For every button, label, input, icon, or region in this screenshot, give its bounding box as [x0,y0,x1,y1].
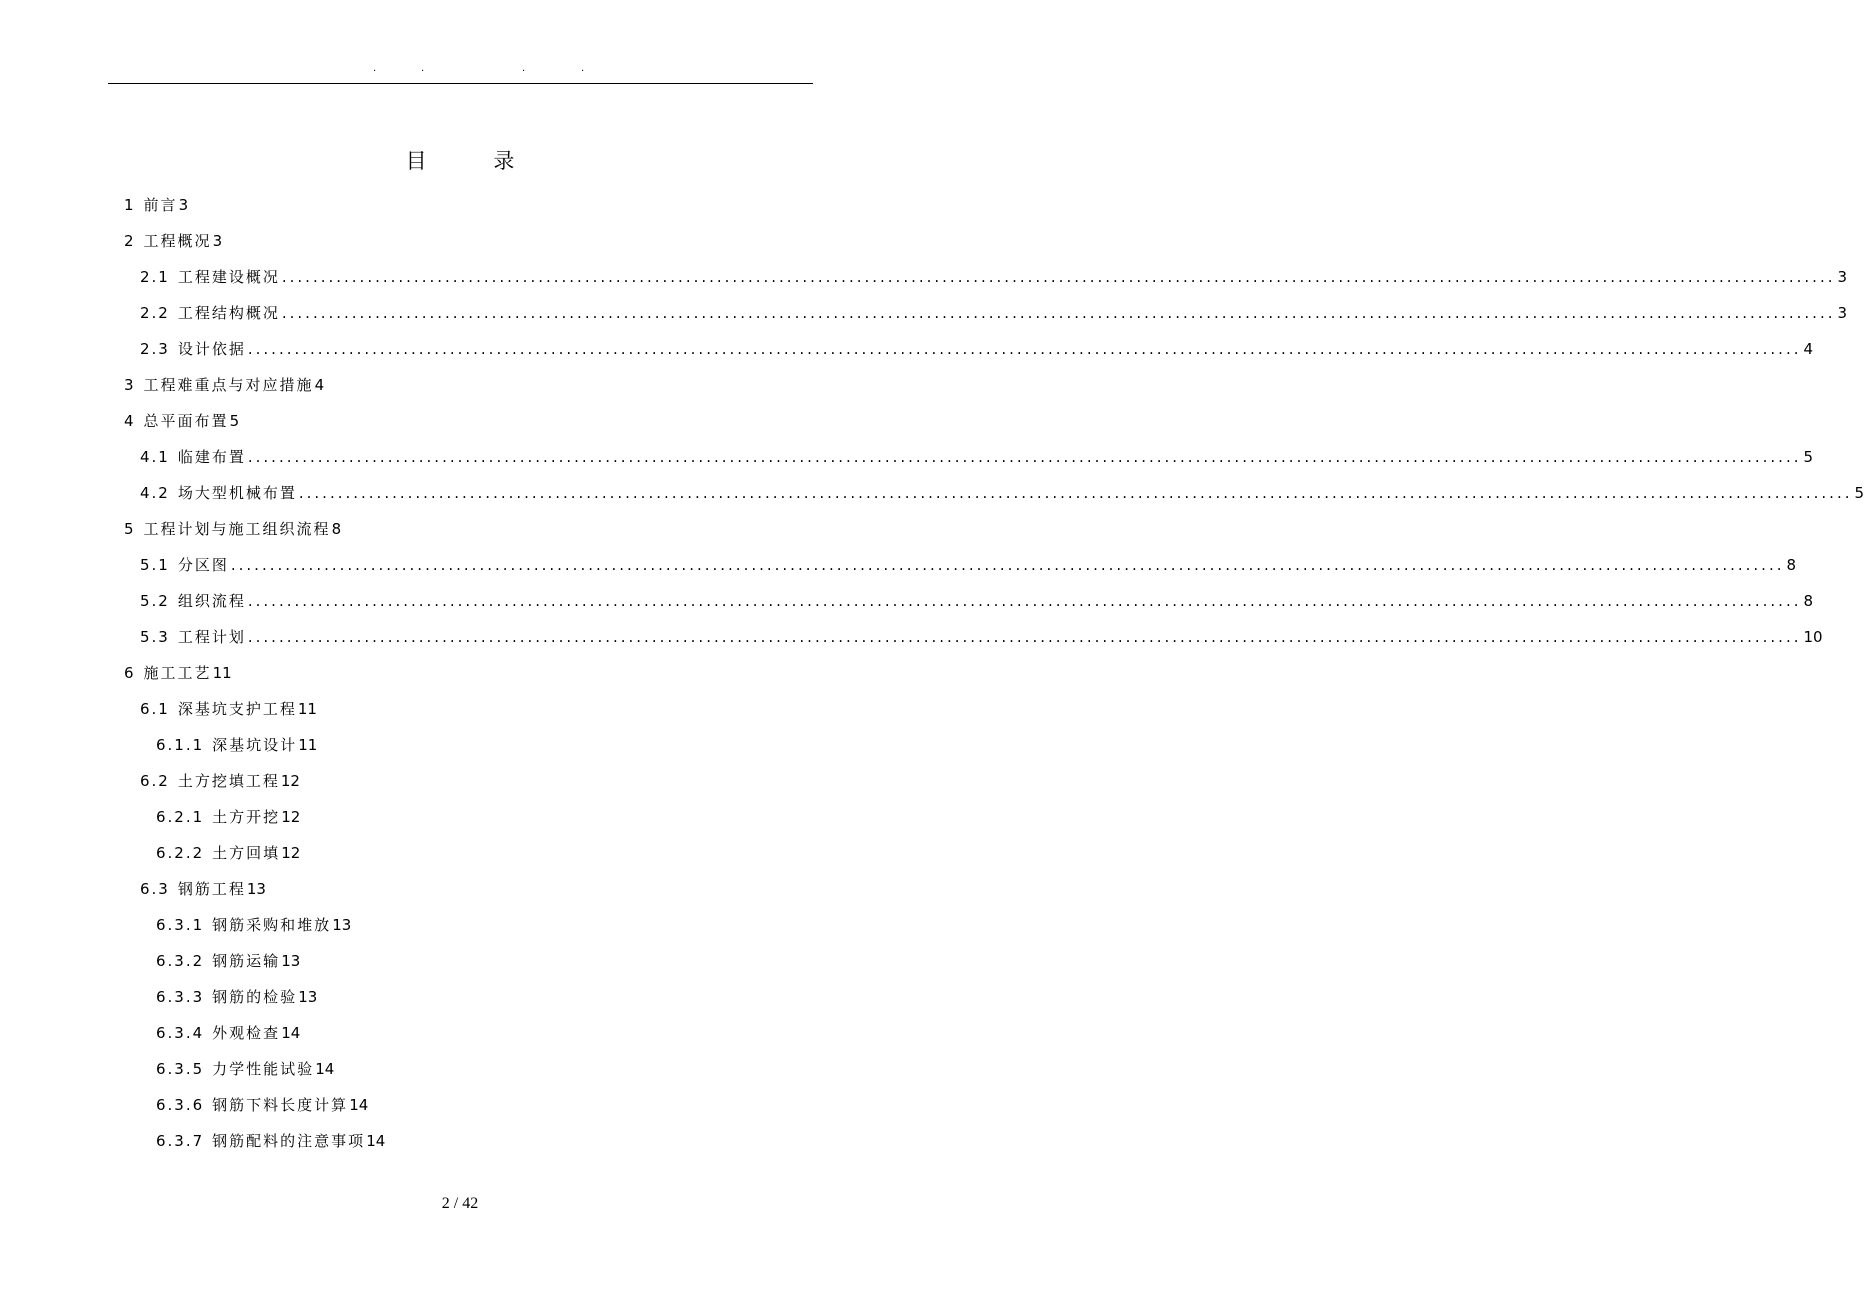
toc-entry[interactable] [156,985,317,1009]
toc-entry-page: 5 [1803,448,1814,466]
toc-entry-title: 深基坑支护工程 [177,700,297,718]
toc-entry[interactable] [140,553,1797,577]
toc-entry-page: 3 [1837,268,1848,286]
toc-entry[interactable] [156,949,300,973]
toc-entry-page: 4 [1803,340,1814,358]
toc-entry-number: 6.1 [140,700,170,718]
toc-entry[interactable] [140,625,1823,649]
toc-entry-title: 设计依据 [177,340,246,358]
toc-leader-dots: ........................................................................................................................................................................................................ [298,484,1853,502]
toc-entry-number: 6.3.3 [156,988,205,1006]
toc-entry-title: 工程概况 [143,232,212,250]
toc-entry[interactable] [140,337,1814,361]
toc-entry[interactable] [156,805,300,829]
toc-entry-page: 8 [331,520,342,538]
header-dot: . [373,63,377,74]
toc-entry[interactable] [156,733,317,757]
toc-leader-dots: ........................................................................................................................................................................................................ [281,268,1836,286]
toc-entry-number: 6.3.2 [156,952,205,970]
toc-entry-title: 工程计划 [177,628,246,646]
toc-entry-title: 外观检查 [212,1024,281,1042]
toc-entry-page: 10 [1803,628,1823,646]
header-dot: . [581,63,585,74]
toc-entry-title: 钢筋运输 [212,952,281,970]
page-header-dots [0,64,920,78]
toc-entry-number: 6.1.1 [156,736,205,754]
toc-entry-page: 3 [178,196,189,214]
toc-entry[interactable] [124,517,341,541]
toc-entry-number: 5 [124,520,136,538]
toc-entry[interactable] [140,445,1814,469]
toc-entry-number: 5.3 [140,628,170,646]
toc-entry-page: 12 [281,808,301,826]
toc-entry-page: 5 [1854,484,1864,502]
toc-entry-page: 12 [280,772,300,790]
toc-entry-page: 3 [212,232,223,250]
toc-entry[interactable] [140,589,1814,613]
toc-entry-page: 11 [298,736,318,754]
toc-entry[interactable] [124,193,188,217]
toc-entry-page: 13 [332,916,352,934]
toc-leader-dots: ........................................................................................................................................................................................................ [247,340,1802,358]
toc-entry[interactable] [156,1129,385,1153]
toc-entry-page: 8 [1803,592,1814,610]
header-dot: . [421,63,425,74]
page-number: 2 / 42 [441,1195,479,1212]
toc-entry-title: 力学性能试验 [212,1060,315,1078]
toc-entry-page: 14 [281,1024,301,1042]
toc-entry[interactable] [140,877,266,901]
toc-entry-number: 4 [124,412,136,430]
toc-leader-dots: ........................................................................................................................................................................................................ [247,592,1802,610]
toc-entry[interactable] [140,265,1848,289]
toc-entry-title: 前言 [143,196,178,214]
toc-entry-number: 6.3.6 [156,1096,205,1114]
toc-entry[interactable] [156,841,300,865]
toc-entry-page: 14 [349,1096,369,1114]
toc-entry-number: 6.3.4 [156,1024,205,1042]
toc-entry-title: 总平面布置 [143,412,229,430]
toc-entry-number: 2.2 [140,304,170,322]
toc-entry-page: 13 [298,988,318,1006]
toc-entry-title: 工程结构概况 [177,304,280,322]
toc-entry-page: 12 [281,844,301,862]
toc-entry[interactable] [156,1021,300,1045]
toc-entry-title: 钢筋采购和堆放 [212,916,332,934]
toc-entry-page: 8 [1786,556,1797,574]
toc-entry-number: 1 [124,196,136,214]
page-title: 目 录 [405,149,545,173]
toc-entry-number: 6.2.1 [156,808,205,826]
toc-entry[interactable] [124,409,239,433]
toc-entry[interactable] [156,1093,368,1117]
toc-leader-dots: ........................................................................................................................................................................................................ [230,556,1785,574]
toc-entry-number: 6.2.2 [156,844,205,862]
toc-entry-title: 施工工艺 [143,664,212,682]
toc-leader-dots: ........................................................................................................................................................................................................ [281,304,1836,322]
toc-entry-title: 钢筋下料长度计算 [212,1096,349,1114]
toc-entry-page: 14 [366,1132,386,1150]
toc-entry-number: 2.3 [140,340,170,358]
toc-entry-title: 土方回填 [212,844,281,862]
toc-entry[interactable] [140,769,300,793]
toc-entry-page: 13 [246,880,266,898]
toc-entry-number: 2.1 [140,268,170,286]
toc-entry-title: 临建布置 [177,448,246,466]
toc-entry-title: 工程难重点与对应措施 [143,376,314,394]
toc-entry-title: 土方挖填工程 [177,772,280,790]
toc-entry-number: 3 [124,376,136,394]
toc-entry[interactable] [124,373,324,397]
toc-entry-page: 13 [281,952,301,970]
toc-entry-page: 11 [297,700,317,718]
toc-entry-number: 2 [124,232,136,250]
toc-entry[interactable] [140,481,1864,505]
toc-entry-number: 6.2 [140,772,170,790]
toc-entry[interactable] [156,913,351,937]
toc-entry-number: 6.3.1 [156,916,205,934]
toc-entry[interactable] [140,301,1848,325]
toc-entry-title: 钢筋的检验 [212,988,298,1006]
toc-leader-dots: ........................................................................................................................................................................................................ [247,448,1802,466]
toc-entry-title: 钢筋工程 [177,880,246,898]
header-dot: . [522,63,526,74]
toc-entry-number: 6 [124,664,136,682]
toc-entry-number: 6.3.5 [156,1060,205,1078]
toc-entry-page: 14 [315,1060,335,1078]
toc-entry-page: 5 [229,412,240,430]
toc-entry-number: 5.2 [140,592,170,610]
toc-entry-page: 3 [1837,304,1848,322]
toc-entry[interactable] [124,661,232,685]
toc-leader-dots: ........................................................................................................................................................................................................ [247,628,1802,646]
toc-entry-title: 分区图 [177,556,229,574]
toc-entry-number: 5.1 [140,556,170,574]
toc-entry-page: 11 [212,664,232,682]
toc-entry-title: 钢筋配料的注意事项 [212,1132,366,1150]
toc-entry-title: 场大型机械布置 [177,484,297,502]
toc-entry-number: 6.3.7 [156,1132,205,1150]
toc-entry-title: 工程建设概况 [177,268,280,286]
toc-entry-number: 6.3 [140,880,170,898]
toc-entry-title: 工程计划与施工组织流程 [143,520,331,538]
toc-entry[interactable] [124,229,222,253]
toc-entry[interactable] [140,697,317,721]
toc-entry-title: 组织流程 [177,592,246,610]
header-rule [108,83,813,84]
toc-entry-number: 4.1 [140,448,170,466]
toc-entry-title: 深基坑设计 [212,736,298,754]
toc-entry-title: 土方开挖 [212,808,281,826]
toc-entry-number: 4.2 [140,484,170,502]
toc-entry[interactable] [156,1057,334,1081]
toc-entry-page: 4 [314,376,325,394]
